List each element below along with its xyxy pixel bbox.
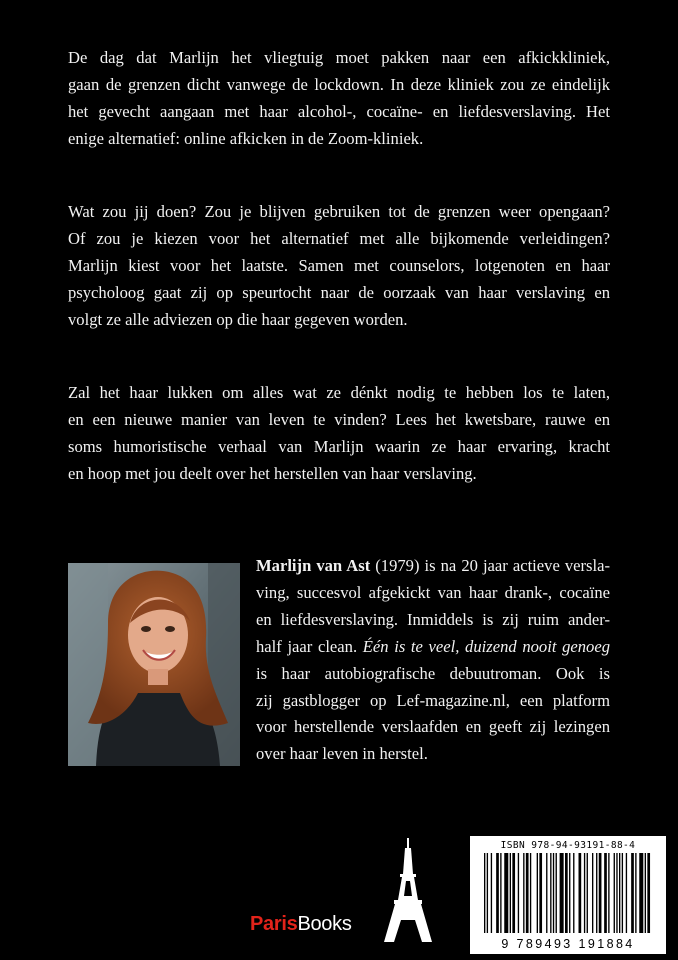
blurb-paragraph-3 <box>68 379 610 487</box>
barcode-bar <box>539 853 542 933</box>
blurb-line: enige alternatief: online afkicken in de Zoom-kliniek. <box>68 129 424 148</box>
barcode-bar <box>512 853 515 933</box>
barcode-bar <box>596 853 597 933</box>
blurb-paragraph-2 <box>68 198 610 333</box>
bio-line <box>256 553 610 580</box>
barcode-bar <box>565 853 568 933</box>
blurb-paragraph-1 <box>68 44 610 152</box>
barcode-bar <box>608 853 609 933</box>
bio-line <box>256 634 610 661</box>
barcode-bar <box>599 853 602 933</box>
bio-line: voor herstellende verslaafden en geeft zij lezingen <box>256 717 610 737</box>
barcode-bar <box>484 853 485 933</box>
barcode-bar <box>604 853 607 933</box>
barcode-panel <box>470 836 666 954</box>
barcode-bar <box>530 853 531 933</box>
barcode-bar <box>639 853 643 933</box>
barcode-bar <box>491 853 492 933</box>
barcode-bar <box>573 853 574 933</box>
barcode-bar <box>526 853 529 933</box>
publisher-logo <box>250 913 352 936</box>
blurb-line: Marlijn kiest voor het laatste. Samen met counselors, lotgenoten en haar <box>68 256 610 275</box>
barcode-bar <box>560 853 564 933</box>
barcode-bar <box>592 853 593 933</box>
barcode-bar <box>556 853 557 933</box>
book-title: Één is te veel, duizend nooit genoeg <box>362 636 610 656</box>
barcode-bar <box>614 853 615 933</box>
bio-line: over haar leven in herstel. <box>256 744 428 764</box>
blurb-line: volgt ze alle adviezen op die haar gegeven worden. <box>68 310 408 329</box>
barcode-bar <box>626 853 627 933</box>
barcode-bar <box>496 853 499 933</box>
blurb-line: en een nieuwe manier van leven te vinden? Lees het kwetsbare, rauwe en <box>68 410 610 429</box>
logo-books: Books <box>297 913 352 935</box>
barcode-bar <box>635 853 636 933</box>
logo-paris: Paris <box>250 913 298 935</box>
barcode-bar <box>550 853 551 933</box>
author-name: Marlijn van Ast <box>256 556 371 575</box>
barcode-bar <box>587 853 588 933</box>
barcode-bar <box>645 853 646 933</box>
author-bio <box>256 553 610 768</box>
barcode-bar <box>622 853 623 933</box>
barcode-bar <box>504 853 508 933</box>
author-portrait-illustration <box>68 563 240 766</box>
barcode-bar <box>518 853 519 933</box>
eiffel-tower-icon <box>382 838 434 942</box>
barcode-icon <box>484 853 652 933</box>
blurb-line: Of zou je kiezen voor het alternatief met alle bijkomende verleidingen? <box>68 229 610 248</box>
barcode-bar <box>619 853 620 933</box>
bio-line: zij gastblogger op Lef-magazine.nl, een platform <box>256 690 610 710</box>
barcode-bar <box>647 853 650 933</box>
barcode-bar <box>523 853 524 933</box>
barcode-bar <box>584 853 585 933</box>
blurb-line: Zal het haar lukken om alles wat ze dénkt nodig te hebben los te laten, <box>68 383 610 402</box>
isbn-label: ISBN 978-94-93191-88-4 <box>500 840 636 851</box>
blurb-line: Wat zou jij doen? Zou je blijven gebruiken tot de grenzen weer opengaan? <box>68 202 610 221</box>
bio-text: half jaar clean. <box>256 636 363 656</box>
bio-line: is haar autobiografische debuutroman. Ook is <box>256 663 610 683</box>
blurb-line: soms humoristische verhaal van Marlijn waarin ze haar ervaring, kracht <box>68 437 610 456</box>
barcode-bar <box>487 853 488 933</box>
barcode-bar <box>510 853 511 933</box>
blurb-line: De dag dat Marlijn het vliegtuig moet pakken naar een afkickkliniek, <box>68 48 610 67</box>
barcode-bar <box>553 853 554 933</box>
barcode-bar <box>546 853 547 933</box>
barcode-bar <box>500 853 501 933</box>
blurb-line: en hoop met jou deelt over het herstellen van haar verslaving. <box>68 464 477 483</box>
barcode-bar <box>579 853 582 933</box>
barcode-bar <box>616 853 617 933</box>
barcode-bar <box>537 853 538 933</box>
bio-line: ving, succesvol afgekickt van haar drank-, cocaïne <box>256 582 610 602</box>
barcode-bar <box>631 853 634 933</box>
author-photo <box>68 563 240 766</box>
bio-line: en liefdesverslaving. Inmiddels is zij ruim ander- <box>256 609 610 629</box>
barcode-digits: 9 789493 191884 <box>501 937 635 951</box>
blurb-line: psycholoog gaat zij op speurtocht naar de oorzaak van haar verslaving en <box>68 283 610 302</box>
barcode-bar <box>569 853 570 933</box>
blurb-line: het gevecht aangaan met haar alcohol-, cocaïne- en liefdesverslaving. Het <box>68 102 610 121</box>
bio-text: (1979) is na 20 jaar actieve versla- <box>370 556 610 575</box>
blurb-line: gaan de grenzen dicht vanwege de lockdown. In deze kliniek zou ze eindelijk <box>68 75 610 94</box>
